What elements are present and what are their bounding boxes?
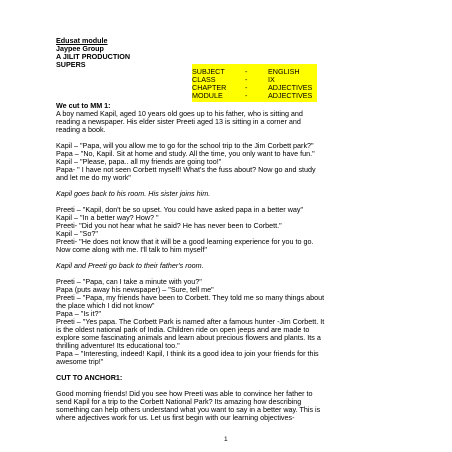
stage-direction: Kapil and Preeti go back to their father's room. — [56, 261, 204, 270]
paragraph-line: send Kapil for a trip to the Corbett National Park? Its amazing how describing — [56, 397, 302, 406]
dialogue-line: awesome trip!" — [56, 357, 104, 366]
stage-direction: Kapil goes back to his room. His sister joins him. — [56, 189, 211, 198]
meta-subject-dash: - — [245, 67, 248, 76]
production-line: A JILIT PRODUCTION — [56, 52, 131, 61]
dialogue-line: Preeti – "Kapil, don't be so upset. You could have asked papa in a better way" — [56, 205, 304, 214]
dialogue-line: Preeti – "Papa, my friends have been to Corbett. They told me so many things about — [56, 293, 325, 302]
page-number: 1 — [224, 436, 228, 443]
paragraph-line: reading a newspaper. His elder sister Preeti aged 13 is sitting in a corner and — [56, 117, 301, 126]
meta-subject-key: SUBJECT — [192, 67, 225, 76]
dialogue-line: Papa- " I have not seen Corbett myself! What's the fuss about? Now go and study — [56, 165, 316, 174]
dialogue-line: Kapil – "So?" — [56, 229, 98, 238]
dialogue-line: Preeti- "He does not know that it will be a good learning experience for you to go. — [56, 237, 314, 246]
anchor-heading: CUT TO ANCHOR1: — [56, 373, 123, 382]
dialogue-line: Papa – "Is it?" — [56, 309, 102, 318]
meta-module-value: ADJECTIVES — [268, 91, 313, 100]
dialogue-line: Kapil – "In a better way? How? " — [56, 213, 159, 222]
dialogue-line: Papa – "No, Kapil. Sit at home and study. All the time, you only want to have fun." — [56, 149, 315, 158]
dialogue-line: and let me do my work" — [56, 173, 131, 182]
meta-chapter-key: CHAPTER — [192, 83, 227, 92]
meta-chapter-value: ADJECTIVES — [268, 83, 313, 92]
dialogue-line: Kapil – "Papa, will you allow me to go for the school trip to the Jim Corbett park?" — [56, 141, 314, 150]
dialogue-line: thrilling adventure! Its educational too." — [56, 341, 180, 350]
paragraph-line: reading a book. — [56, 125, 106, 134]
meta-module-key: MODULE — [192, 91, 223, 100]
meta-class-value: IX — [268, 75, 275, 84]
paragraph-line: Good morning friends! Did you see how Preeti was able to convince her father to — [56, 389, 313, 398]
meta-class-dash: - — [245, 75, 248, 84]
dialogue-line: is the oldest national park of India. Children ride on open jeeps and are made to — [56, 325, 310, 334]
dialogue-line: explore some fascinating animals and learn about precious flowers and plants. Its a — [56, 333, 321, 342]
dialogue-line: Now come along with me. I'll talk to him myself" — [56, 245, 207, 254]
section-heading: We cut to MM 1: — [56, 101, 111, 110]
dialogue-line: Preeti – "Papa, can I take a minute with you?" — [56, 277, 202, 286]
dialogue-line: Kapil – "Please, papa.. all my friends are going too!" — [56, 157, 222, 166]
paragraph-line: A boy named Kapil, aged 10 years old goes up to his father, who is sitting and — [56, 109, 303, 118]
paragraph-line: where adjectives work for us. Let us first begin with our learning objectives- — [56, 413, 295, 422]
paragraph-line: something can help others understand what you want to say in a better way. This is — [56, 405, 321, 414]
meta-module-dash: - — [245, 91, 248, 100]
module-title: Edusat module — [56, 36, 108, 45]
meta-subject-value: ENGLISH — [268, 67, 300, 76]
dialogue-line: Preeti- "Did you not hear what he said? He has never been to Corbett." — [56, 221, 282, 230]
dialogue-line: Papa (puts away his newspaper) – "Sure, tell me" — [56, 285, 214, 294]
dialogue-line: Papa – "Interesting, indeed! Kapil, I think its a good idea to join your friends for this — [56, 349, 319, 358]
meta-chapter-dash: - — [245, 83, 248, 92]
group-name: Jaypee Group — [56, 44, 104, 53]
dialogue-line: Preeti – "Yes papa. The Corbett Park is named after a famous hunter -Jim Corbett. It — [56, 317, 325, 326]
supers-label: SUPERS — [56, 60, 86, 69]
dialogue-line: the place which I did not know" — [56, 301, 155, 310]
meta-class-key: CLASS — [192, 75, 216, 84]
